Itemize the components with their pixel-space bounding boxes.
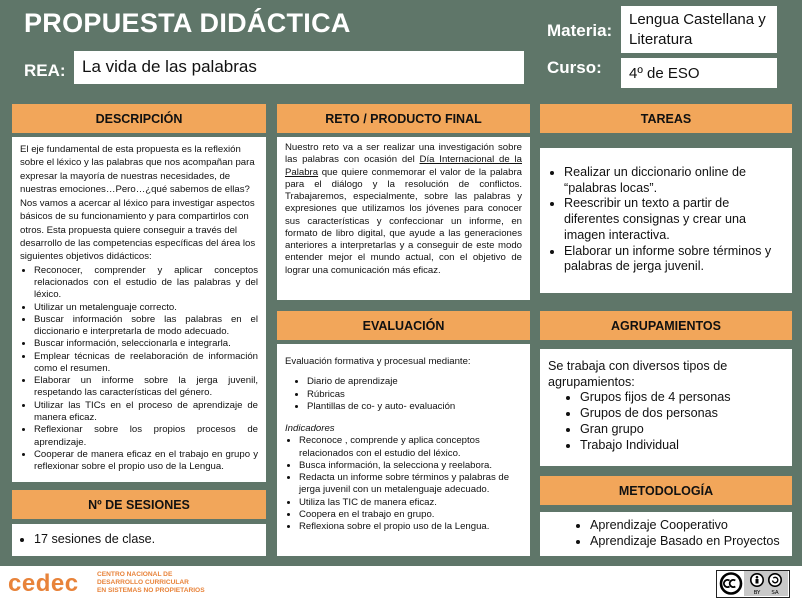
cedec-logo: cedec [8, 570, 79, 597]
sesiones-list [20, 532, 258, 548]
evaluacion-tool: • Rúbricas [307, 389, 522, 401]
tarea-item: • Reescribir un texto a partir de diferentes consignas y crear una imagen interactiva. [564, 196, 784, 243]
cedec-org-line: EN SISTEMAS NO PROPIETARIOS [97, 586, 205, 594]
evaluacion-header: EVALUACIÓN [277, 311, 530, 340]
objective-item: • Reconocer, comprender y aplicar conceptos relacionados con el estudio de las palabras y del léxico. [34, 265, 258, 302]
indicador-item: • Redacta un informe sobre términos y palabras de jerga juvenil con un metalenguaje adecuado. [299, 472, 522, 497]
objectives-list [20, 265, 258, 474]
indicador-item: • Reflexiona sobre el propio uso de la Lengua. [299, 521, 522, 533]
agrupamiento-item: • Grupos de dos personas [580, 406, 784, 422]
sesiones-header: Nº DE SESIONES [12, 490, 266, 519]
materia-field: Lengua Castellana y Literatura [621, 6, 777, 53]
cc-license-icon [717, 571, 788, 596]
metodologia-header: METODOLOGÍA [540, 476, 792, 505]
tareas-list [548, 165, 784, 275]
agrupamientos-list [548, 390, 784, 453]
reto-text [285, 142, 522, 277]
agrupamiento-item: • Gran grupo [580, 422, 784, 438]
agrupamientos-header: AGRUPAMIENTOS [540, 311, 792, 340]
sesiones-item: • 17 sesiones de clase. [34, 532, 258, 548]
reto-box [277, 137, 530, 300]
dia-palabra-link[interactable]: Día Internacional de la Palabra [285, 154, 523, 178]
cc-by-label: BY [753, 590, 761, 596]
objective-item: • Cooperar de manera eficaz en el trabajo en grupo y reflexionar sobre el propio uso de la Lengua. [34, 449, 258, 474]
cedec-org-name [97, 571, 205, 595]
objective-item: • Buscar información, seleccionarla e integrarla. [34, 338, 258, 350]
objective-item: • Reflexionar sobre los propios procesos de aprendizaje. [34, 424, 258, 449]
metodologia-list [548, 518, 784, 549]
objective-item: • Utilizar las TICs en el proceso de aprendizaje de manera eficaz. [34, 400, 258, 425]
objective-item: • Elaborar un informe sobre la jerga juvenil, respetando las características del género. [34, 375, 258, 400]
evaluacion-tool: • Plantillas de co- y auto- evaluación [307, 401, 522, 413]
metodologia-box [540, 512, 792, 556]
agrupamientos-intro: Se trabaja con diversos tipos de agrupamientos: [548, 359, 728, 389]
descripcion-intro: El eje fundamental de esta propuesta es la reflexión sobre el léxico y las palabras que nos acompañan para expresar la mayoría de nuestras necesidades, de nuestras emociones…Pero…¿qué sabemos de ellas? Nos vamos a acercar al léxico para investigar aspectos básicos de su funcionamiento y para compartirlos con otros. Esta propuesta quiere conseguir a través del desarrollo de las competencias específicas del área los siguientes objetivos didácticos: [20, 144, 256, 263]
materia-label: Materia: [547, 21, 613, 40]
metodologia-item: • Aprendizaje Basado en Proyectos [590, 534, 784, 550]
sesiones-box [12, 524, 266, 556]
reto-text-before: Nuestro reto va a ser realizar una investigación sobre las palabras con ocasión del [285, 142, 522, 166]
curso-label: Curso: [547, 58, 602, 77]
evaluacion-intro: Evaluación formativa y procesual mediante: [285, 356, 471, 367]
objective-item: • Buscar información sobre las palabras en el diccionario e interpretarla de modo adecuado. [34, 314, 258, 339]
metodologia-item: • Aprendizaje Cooperativo [590, 518, 784, 534]
agrupamiento-item: • Trabajo Individual [580, 438, 784, 454]
page-title: PROPUESTA DIDÁCTICA [24, 8, 351, 38]
rea-label: REA: [24, 61, 66, 80]
evaluacion-box [277, 344, 530, 556]
tareas-header: TAREAS [540, 104, 792, 133]
agrupamientos-box [540, 349, 792, 466]
reto-text-after: que quiere conmemorar el valor de la palabra para el diálogo y la resolución de conflictos. Trabajaremos, especialmente, sobre las palabras y expresiones que utilizamos los jóvenes para conocer sus características y confeccionar un informe, en formato de libro digital, que ayude a las generaciones anteriores a interpretarlas y a conseguir de este modo entender mejor el mundo actual, con el objetivo de lograr una comunicación más eficaz. [285, 166, 522, 276]
cedec-org-line: DESARROLLO CURRICULAR [97, 578, 189, 586]
indicador-item: • Reconoce , comprende y aplica conceptos relacionados con el estudio del léxico. [299, 435, 522, 460]
tarea-item: • Elaborar un informe sobre términos y palabras de jerga juvenil. [564, 244, 784, 275]
cedec-org-line: CENTRO NACIONAL DE [97, 571, 173, 578]
curso-field: 4º de ESO [621, 58, 777, 88]
objective-item: • Utilizar un metalenguaje correcto. [34, 302, 258, 314]
evaluacion-tool: • Diario de aprendizaje [307, 376, 522, 388]
indicadores-list [285, 435, 522, 533]
indicador-item: • Utiliza las TIC de manera eficaz. [299, 497, 522, 509]
descripcion-box [12, 137, 266, 482]
indicador-item: • Busca información, la selecciona y reelabora. [299, 460, 522, 472]
objective-item: • Emplear técnicas de reelaboración de información como el resumen. [34, 351, 258, 376]
cc-sa-label: SA [771, 590, 779, 596]
tarea-item: • Realizar un diccionario online de “palabras locas”. [564, 165, 784, 196]
rea-field: La vida de las palabras [74, 51, 524, 84]
indicadores-label: Indicadores [285, 423, 335, 435]
agrupamiento-item: • Grupos fijos de 4 personas [580, 390, 784, 406]
reto-header: RETO / PRODUCTO FINAL [277, 104, 530, 133]
cc-license-badge[interactable] [716, 570, 790, 598]
indicador-item: • Coopera en el trabajo en grupo. [299, 509, 522, 521]
descripcion-header: DESCRIPCIÓN [12, 104, 266, 133]
footer [0, 566, 802, 603]
evaluacion-tools-list [285, 376, 522, 413]
tareas-box [540, 148, 792, 293]
